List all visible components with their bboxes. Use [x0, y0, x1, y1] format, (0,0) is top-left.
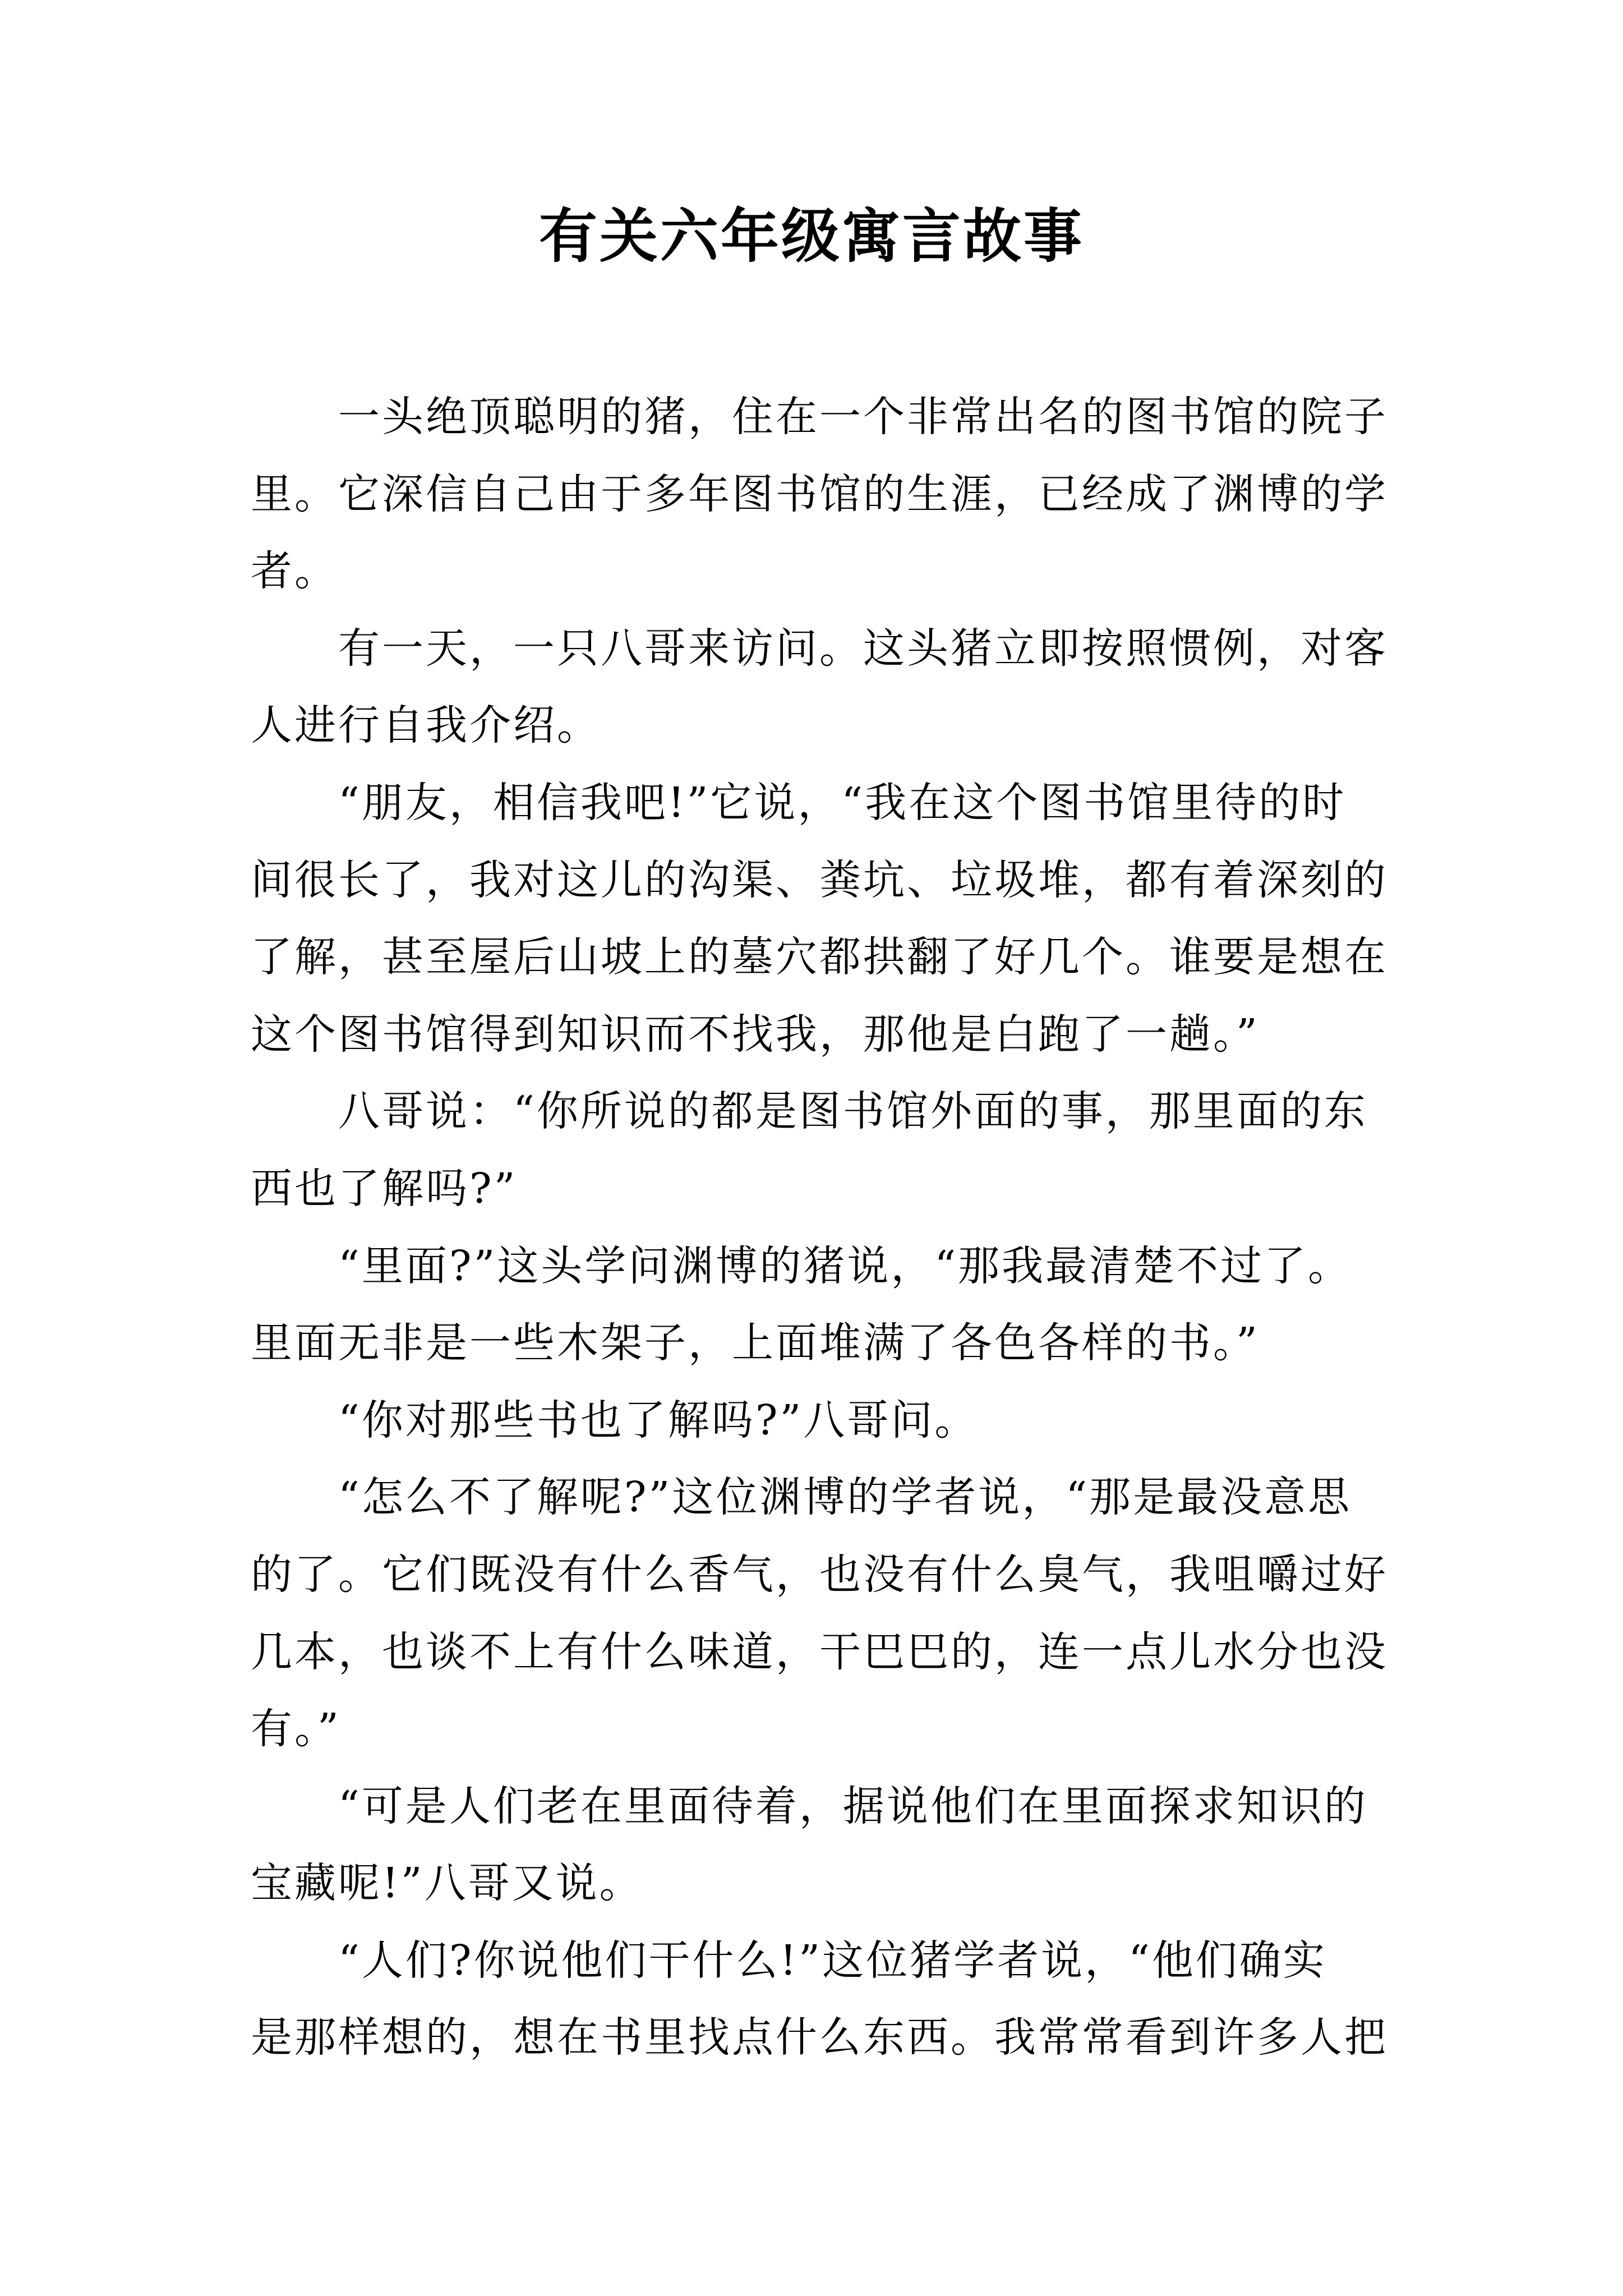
text-line: 有一天，一只八哥来访问。这头猪立即按照惯例，对客 — [338, 624, 1388, 673]
text-line: “你对那些书也了解吗?”八哥问。 — [338, 1396, 979, 1444]
paragraph — [251, 379, 1428, 610]
paragraph — [251, 1768, 1428, 1922]
text-line: 者。 — [251, 547, 338, 596]
paragraph — [251, 765, 1428, 1073]
text-line: 这个图书馆得到知识而不找我，那他是白跑了一趟。” — [251, 1010, 1260, 1059]
text-line: “朋友，相信我吧!”它说，“我在这个图书馆里待的时 — [338, 778, 1347, 827]
paragraph — [251, 1922, 1428, 2077]
text-line: 里。它深信自己由于多年图书馆的生涯，已经成了渊博的学 — [251, 470, 1388, 518]
text-line: 的了。它们既没有什么香气，也没有什么臭气，我咀嚼过好 — [251, 1550, 1388, 1599]
text-line: 一头绝顶聪明的猪，住在一个非常出名的图书馆的院子 — [338, 393, 1388, 441]
text-line: 了解，甚至屋后山坡上的墓穴都拱翻了好几个。谁要是想在 — [251, 933, 1388, 982]
paragraph — [251, 1459, 1428, 1768]
document-title: 有关六年级寓言故事 — [538, 201, 1084, 270]
text-line: 宝藏呢!”八哥又说。 — [251, 1859, 643, 1908]
text-line: “可是人们老在里面待着，据说他们在里面探求知识的 — [338, 1782, 1368, 1830]
text-line: 八哥说：“你所说的都是图书馆外面的事，那里面的东 — [338, 1087, 1368, 1136]
text-line: 间很长了，我对这儿的沟渠、粪坑、垃圾堆，都有着深刻的 — [251, 855, 1388, 904]
text-line: “里面?”这头学问渊博的猪说，“那我最清楚不过了。 — [338, 1241, 1352, 1290]
text-line: 是那样想的，想在书里找点什么东西。我常常看到许多人把 — [251, 2013, 1388, 2062]
text-line: 西也了解吗?” — [251, 1164, 518, 1213]
text-line: 人进行自我介绍。 — [251, 701, 601, 750]
paragraph — [251, 1382, 1428, 1460]
document-body — [251, 379, 1428, 2077]
text-line: 里面无非是一些木架子，上面堆满了各色各样的书。” — [251, 1319, 1260, 1368]
paragraph — [251, 1228, 1428, 1382]
text-line: “人们?你说他们干什么!”这位猪学者说，“他们确实 — [338, 1936, 1327, 1985]
paragraph — [251, 610, 1428, 765]
text-line: 几本，也谈不上有什么味道，干巴巴的，连一点儿水分也没 — [251, 1627, 1388, 1676]
text-line: “怎么不了解呢?”这位渊博的学者说，“那是最没意思 — [338, 1473, 1352, 1522]
paragraph — [251, 1073, 1428, 1227]
text-line: 有。” — [251, 1705, 341, 1754]
